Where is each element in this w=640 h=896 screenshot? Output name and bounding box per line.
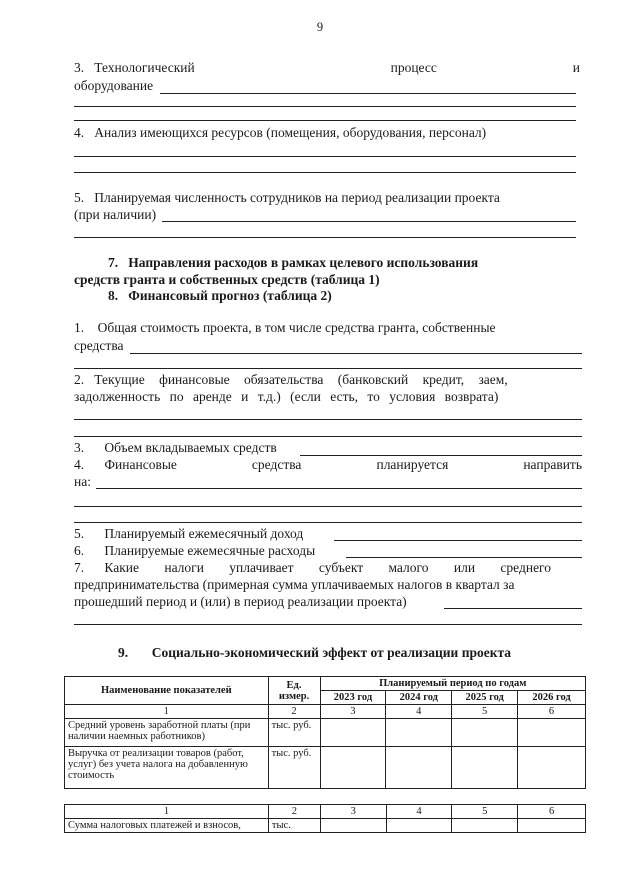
section-4-line-2[interactable] [74,172,576,173]
item-2-label: Текущие финансовые обязательства (банковский кредит, заем, [94,372,508,387]
item-6-num: 6. [74,543,85,558]
section-3-fill-line[interactable] [160,93,576,94]
item-6-text [74,543,315,559]
item-7-line-2[interactable] [74,624,582,625]
item-7-label: Какие налоги уплачивает субъект малого или среднего [104,560,552,575]
item-2-line-2[interactable] [74,436,582,437]
item-6-fill-line[interactable] [346,557,582,558]
table-row [65,819,586,833]
item-5-fill-line[interactable] [334,540,582,541]
page-number: 9 [316,20,324,34]
col-number: 2 [268,705,320,719]
item-1-text [74,320,496,336]
heading-7-cont: средств гранта и собственных средств (таблица 1) [74,272,380,287]
item-4-word3: планируется [376,457,449,472]
section-4-text [74,125,486,141]
item-7-fill-line[interactable] [444,608,582,609]
cell-value[interactable] [518,819,586,833]
item-2-text [74,372,582,388]
item-3-fill-line[interactable] [300,455,582,456]
heading-7 [108,255,478,271]
table-row [65,719,586,747]
item-7-cont-2: прошедший период и (или) в период реализации проекта) [74,594,407,609]
th-planned-period: Планируемый период по годам [320,677,586,691]
col-number: 3 [320,705,386,719]
item-7-cont-1: предпринимательства (примерная сумма уплачиваемых налогов в квартал за [74,577,515,592]
item-4-line-3[interactable] [74,522,582,523]
cell-value[interactable] [320,719,386,747]
cell-value[interactable] [386,719,452,747]
section-3-word2: процесс [390,60,437,75]
row-unit: тыс. [268,819,320,833]
item-4-word2: средства [251,457,302,472]
cell-value[interactable] [320,819,386,833]
item-3-label: Объем вкладываемых средств [104,440,277,455]
col-number: 1 [65,805,269,819]
cell-value[interactable] [320,747,386,789]
item-2-num: 2. [74,372,85,387]
th-year: 2023 год [320,691,386,705]
item-4-line-2[interactable] [74,506,582,507]
item-4-word1: Финансовые [104,457,177,472]
heading-9-text: Социально-экономический эффект от реализации проекта [151,645,512,660]
section-3-line-2[interactable] [74,106,576,107]
col-number: 3 [320,805,386,819]
table-number-row [65,805,586,819]
section-5-num: 5. [74,190,85,205]
section-5-cont: (при наличии) [74,207,157,222]
item-1-num: 1. [74,320,85,335]
item-1-cont: средства [74,338,124,353]
section-3-line [74,60,580,76]
th-year: 2026 год [518,691,586,705]
section-5-label: Планируемая численность сотрудников на период реализации проекта [94,190,500,205]
item-4-num: 4. [74,457,85,472]
th-unit: Ед. измер. [268,677,320,705]
heading-9-num: 9. [118,645,129,660]
section-4-line-1[interactable] [74,156,576,157]
cell-value[interactable] [518,747,586,789]
item-5-text [74,526,303,542]
section-5-text [74,190,500,206]
item-4-line [74,457,582,473]
col-number: 6 [518,705,586,719]
th-year: 2025 год [452,691,518,705]
col-number: 4 [386,705,452,719]
col-number: 5 [452,705,518,719]
section-3-cont: оборудование [74,78,154,93]
col-number: 1 [65,705,269,719]
cell-value[interactable] [386,747,452,789]
section-3-num: 3. [74,60,85,75]
col-number: 5 [452,805,518,819]
row-unit: тыс. руб. [268,747,320,789]
cell-value[interactable] [518,719,586,747]
item-2-line-1[interactable] [74,419,582,420]
item-3-text [74,440,277,456]
section-5-line-2[interactable] [74,237,576,238]
heading-9 [118,645,511,661]
heading-7-num: 7. [108,255,119,270]
col-number: 6 [518,805,586,819]
table-number-row [65,705,586,719]
cell-value[interactable] [386,819,452,833]
section-4-num: 4. [74,125,85,140]
cell-value[interactable] [452,819,518,833]
item-3-num: 3. [74,440,85,455]
section-3-word1: Технологический [94,60,195,75]
item-5-label: Планируемый ежемесячный доход [104,526,304,541]
col-number: 4 [386,805,452,819]
section-3-line-3[interactable] [74,120,576,121]
th-year: 2024 год [386,691,452,705]
cell-value[interactable] [452,719,518,747]
row-unit: тыс. руб. [268,719,320,747]
item-1-fill-line[interactable] [130,353,582,354]
section-3-word3: и [572,60,580,75]
item-1-line-2[interactable] [74,368,582,369]
item-7-num: 7. [74,560,85,575]
cell-value[interactable] [452,747,518,789]
item-6-label: Планируемые ежемесячные расходы [104,543,316,558]
row-name: Средний уровень заработной платы (при наличии наемных работников) [65,719,269,747]
item-4-word4: направить [523,457,582,472]
heading-7-text: Направления расходов в рамках целевого использования [128,255,479,270]
item-7-text [74,560,551,576]
table-row [65,747,586,789]
section-5-fill-line[interactable] [162,221,576,222]
item-4-fill-line[interactable] [96,488,582,489]
row-name: Сумма налоговых платежей и взносов, [65,819,269,833]
th-indicator-name: Наименование показателей [65,677,269,705]
table-tax-payments [64,804,586,833]
item-2-cont: задолженность по аренде и т.д.) (если есть, то условия возврата) [74,389,499,404]
table-socio-economic [64,676,586,789]
heading-8 [108,288,332,304]
item-4-cont: на: [74,474,91,489]
row-name: Выручка от реализации товаров (работ, услуг) без учета налога на добавленную стоимость [65,747,269,789]
heading-8-num: 8. [108,288,119,303]
item-5-num: 5. [74,526,85,541]
item-1-label: Общая стоимость проекта, в том числе средства гранта, собственные [97,320,496,335]
heading-8-text: Финансовый прогноз (таблица 2) [128,288,332,303]
col-number: 2 [268,805,320,819]
section-4-label: Анализ имеющихся ресурсов (помещения, оборудования, персонал) [94,125,487,140]
